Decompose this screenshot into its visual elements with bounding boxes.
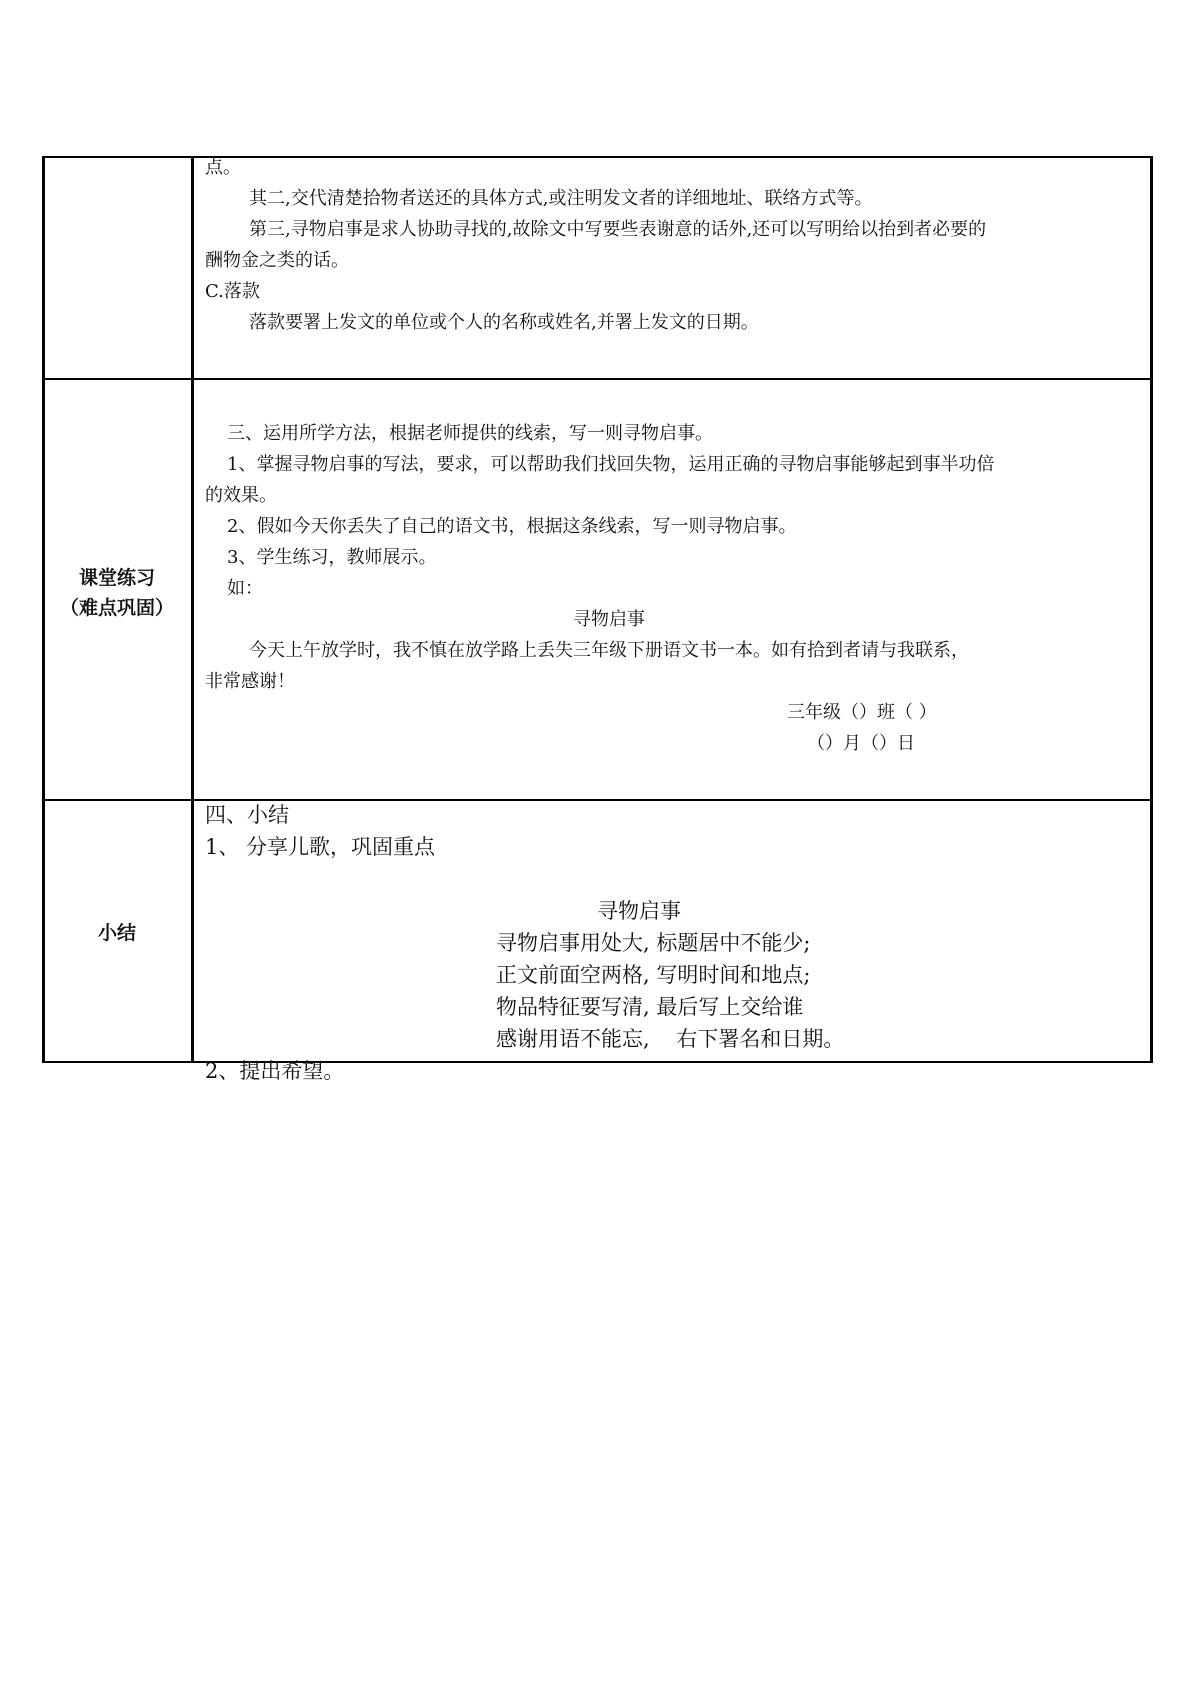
- text-line: 三、运用所学方法，根据老师提供的线索，写一则寻物启事。: [227, 423, 713, 444]
- table-row: [42, 801, 1153, 1083]
- song-title: 寻物启事: [597, 899, 681, 923]
- example-signature: 三年级（）班（ ）: [787, 702, 937, 723]
- table-row: [42, 156, 1153, 378]
- example-title: 寻物启事: [573, 609, 645, 630]
- text-line: 酬物金之类的话。: [205, 250, 349, 271]
- table-row: [42, 380, 1153, 799]
- text-line: 1、掌握寻物启事的写法，要求，可以帮助我们找回失物，运用正确的寻物启事能够起到事半功倍: [227, 454, 995, 475]
- text-line: 2、提出希望。: [205, 1059, 345, 1083]
- row-label: 小结: [97, 922, 136, 944]
- row1-content: [205, 152, 1145, 338]
- text-line: 第三,寻物启事是求人协助寻找的,故除文中写要些表谢意的话外,还可以写明给以抬到者必要的: [249, 219, 987, 240]
- example-date: （）月（）日: [807, 733, 915, 754]
- text-line: 其二,交代清楚拾物者送还的具体方式,或注明发文者的详细地址、联络方式等。: [249, 188, 873, 209]
- text-line: C.落款: [205, 281, 260, 302]
- lesson-table: [42, 156, 1153, 1144]
- label-line: 课堂练习: [78, 567, 155, 589]
- example-body: 今天上午放学时，我不慎在放学路上丢失三年级下册语文书一本。如有拾到者请与我联系，: [249, 640, 969, 661]
- text-line: 落款要署上发文的单位或个人的名称或姓名,并署上发文的日期。: [249, 312, 759, 333]
- song-line: 寻物启事用处大, 标题居中不能少;: [496, 931, 811, 955]
- label-line: （难点巩固）: [59, 597, 174, 619]
- text-line: 如：: [227, 578, 263, 599]
- text-line: 3、学生练习，教师展示。: [227, 547, 437, 568]
- example-body: 非常感谢！: [205, 671, 295, 692]
- text-line: 1、 分享儿歌，巩固重点: [205, 835, 436, 859]
- song-line: 物品特征要写清, 最后写上交给谁: [496, 995, 804, 1019]
- row-label: [42, 563, 192, 623]
- text-line: 的效果。: [205, 485, 277, 506]
- song-line: 正文前面空两格, 写明时间和地点;: [496, 963, 811, 987]
- text-line: 点。: [205, 157, 241, 178]
- row2-content: [205, 418, 1145, 759]
- song-line: 感谢用语不能忘, 右下署名和日期。: [496, 1027, 845, 1051]
- row3-content: [205, 799, 1145, 1087]
- blank-line: [205, 863, 1145, 895]
- section-heading: 四、小结: [205, 803, 289, 827]
- text-line: 2、假如今天你丢失了自己的语文书，根据这条线索，写一则寻物启事。: [227, 516, 797, 537]
